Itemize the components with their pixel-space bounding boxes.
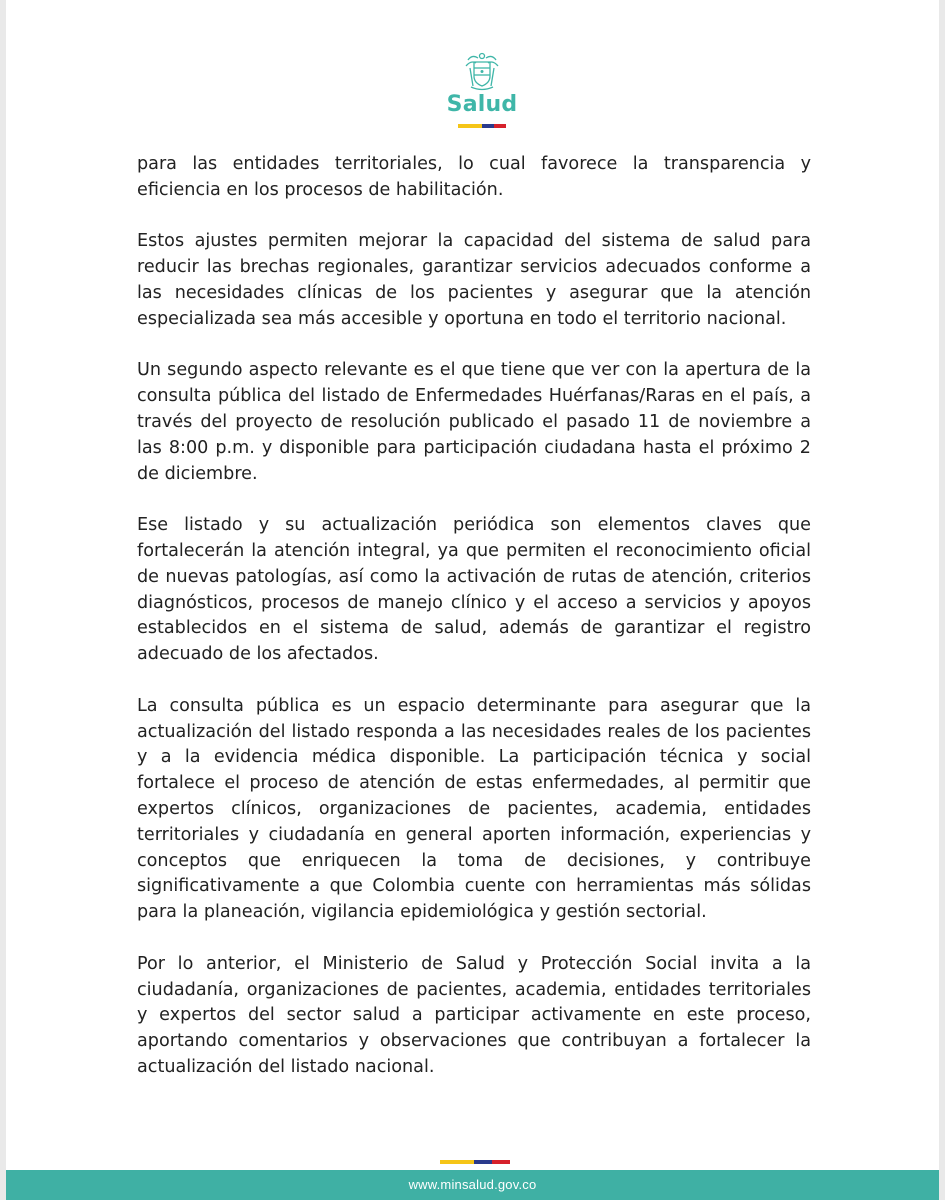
document-page — [6, 0, 939, 1200]
document-body — [137, 152, 811, 1106]
paragraph: para las entidades territoriales, lo cual favorece la transparencia y eficiencia en los procesos de habilitación. — [137, 154, 811, 200]
paragraph: Estos ajustes permiten mejorar la capacidad del sistema de salud para reducir las brechas regionales, garantizar servicios adecuados conforme a las necesidades clínicas de los pacientes y asegurar que la atención especializada sea más accesible y oportuna en todo el territorio nacional. — [137, 231, 811, 329]
logo-text: Salud — [446, 92, 518, 117]
paragraph: La consulta pública es un espacio determinante para asegurar que la actualización del listado responda a las necesidades reales de los pacientes y a la evidencia médica disponible. La participación técnica y social fortalece el proceso de atención de estas enfermedades, al permitir que expertos clínicos, organizaciones de pacientes, academia, entidades territoriales y ciudadanía en general aporten información, experiencias y conceptos que enriquecen la toma de decisiones, y contribuye significativamente a que Colombia cuente con herramientas más sólidas para la planeación, vigilancia epidemiológica y gestión sectorial. — [137, 695, 811, 923]
paragraph: Por lo anterior, el Ministerio de Salud y Protección Social invita a la ciudadanía, organizaciones de pacientes, academia, entidades territoriales y expertos del sector salud a participar activamente en este proceso, aportando comentarios y observaciones que contribuyan a fortalecer la actualización del listado nacional. — [137, 953, 811, 1077]
coat-of-arms-icon — [462, 50, 502, 92]
paragraph: Un segundo aspecto relevante es el que tiene que ver con la apertura de la consulta pública del listado de Enfermedades Huérfanas/Raras en el país, a través del proyecto de resolución publicado el pasado 11 de noviembre a las 8:00 p.m. y disponible para participación ciudadana hasta el próximo 2 de diciembre. — [137, 360, 811, 484]
paragraph: Ese listado y su actualización periódica son elementos claves que fortalecerán la atención integral, ya que permiten el reconocimiento oficial de nuevas patologías, así como la activación de rutas de atención, criterios diagnósticos, procesos de manejo clínico y el acceso a servicios y apoyos establecidos en el sistema de salud, además de garantizar el registro adecuado de los afectados. — [137, 515, 811, 665]
ministry-logo — [442, 50, 522, 128]
footer-flag-stripe — [440, 1160, 510, 1164]
flag-stripe — [458, 124, 506, 128]
footer-bar — [6, 1170, 939, 1200]
footer-url-link[interactable]: www.minsalud.gov.co — [408, 1177, 537, 1192]
